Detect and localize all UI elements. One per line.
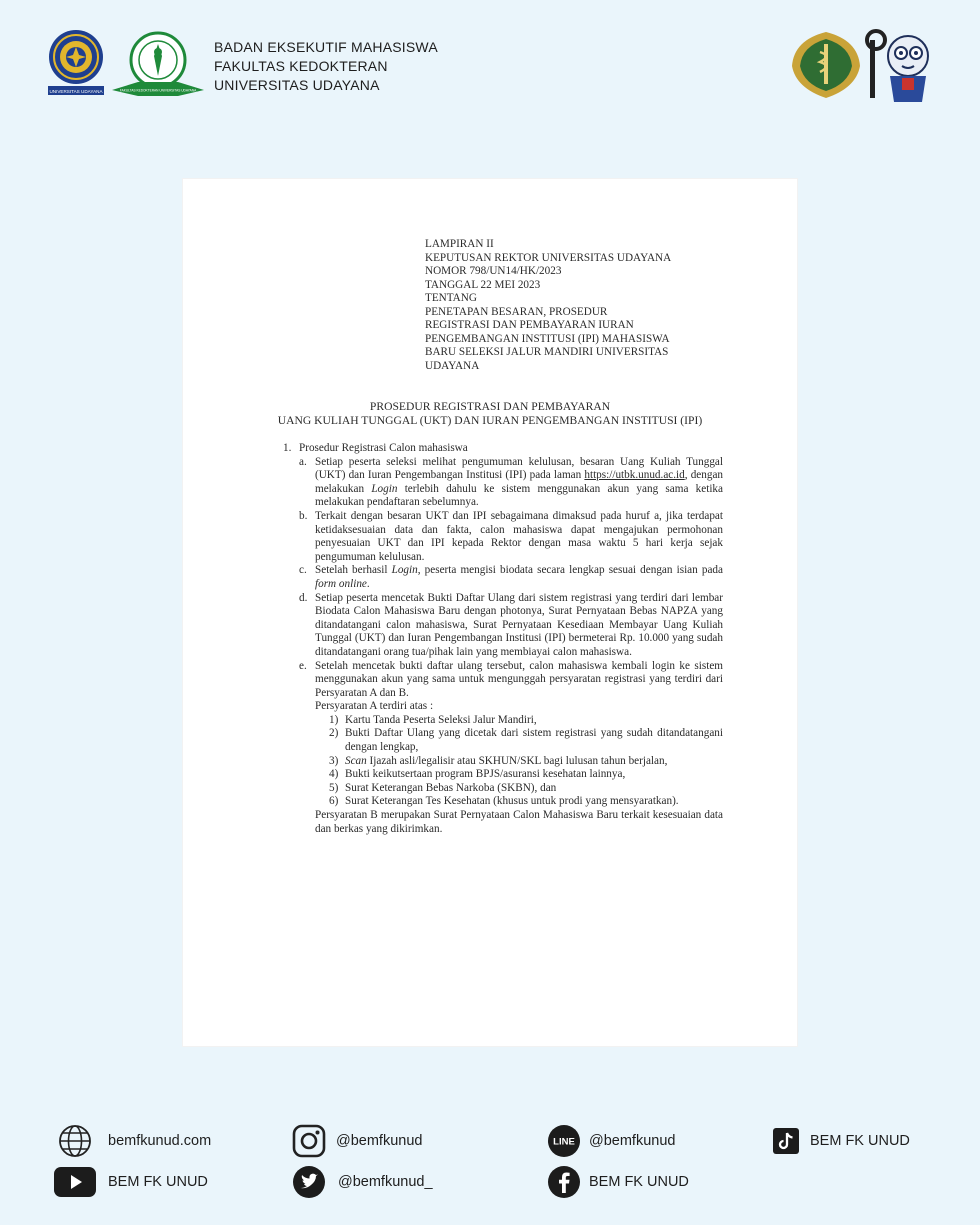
line-text: @bemfkunud xyxy=(589,1133,676,1149)
item-text: Setelah berhasil Login, peserta mengisi biodata secara lengkap sesuai dengan isian pada form online. xyxy=(315,564,723,590)
list-item xyxy=(299,510,723,564)
item-text: Setiap peserta mencetak Bukti Daftar Ulang dari sistem registrasi yang terdiri dari lembar Biodata Calon Mahasiswa Baru dengan photonya, Surat Pernyataan Bebas NAPZA yang ditandatangani calon mahasiswa, Surat Pernyataan Kesediaan Membayar Uang Kuliah Tunggal (UKT) dan Iuran Pengembangan Institusi (IPI) bermeterai Rp. 10.000 yang sudah ditandatangani orang tua/pihak lain yang membiayai calon mahasiswa. xyxy=(315,591,723,658)
lampiran-block xyxy=(425,238,671,373)
website-link[interactable] xyxy=(58,1124,211,1158)
bem-logo xyxy=(110,30,206,98)
section-number: 1. xyxy=(283,442,292,454)
header xyxy=(0,0,980,140)
facebook-icon xyxy=(547,1165,581,1199)
udayana-logo-caption: UNIVERSITAS UDAYANA xyxy=(49,89,103,94)
item-text: Terkait dengan besaran UKT dan IPI sebagaimana dimaksud pada huruf a, jika terdapat ketidaksesuaian data dan fakta, calon mahasiswa dapat mengajukan permohonan penyesuaian UKT dan IPI kepada Rektor dengan masa waktu 5 hari kerja sejak pengumuman kelulusan. xyxy=(315,509,723,563)
youtube-text: BEM FK UNUD xyxy=(108,1174,208,1190)
lampiran-line: PENGEMBANGAN INSTITUSI (IPI) MAHASISWA xyxy=(425,332,670,345)
instagram-icon xyxy=(292,1124,326,1158)
requirement-item: 6) Surat Keterangan Tes Kesehatan (khusus untuk prodi yang mensyaratkan). xyxy=(329,795,679,808)
requirement-item: 1) Kartu Tanda Peserta Seleksi Jalur Mandiri, xyxy=(329,713,537,726)
title-line-2: UANG KULIAH TUNGGAL (UKT) DAN IURAN PENGEMBANGAN INSTITUSI (IPI) xyxy=(277,414,703,427)
org-line-2: FAKULTAS KEDOKTERAN xyxy=(214,58,388,74)
facebook-link[interactable] xyxy=(547,1165,689,1199)
mascot-illustration xyxy=(862,26,934,104)
persyaratan-a-heading: Persyaratan A terdiri atas : xyxy=(315,700,434,713)
item-label: a. xyxy=(299,455,307,468)
lampiran-line: UDAYANA xyxy=(425,359,480,372)
item-text: Setiap peserta seleksi melihat pengumuman kelulusan, besaran Uang Kuliah Tunggal (UKT) dan Iuran Pengembangan Institusi (IPI) pada laman https://utbk.unud.ac.id, dengan melakukan Login terlebih dahulu ke sistem menggunakan akun yang sama ketika melakukan pendaftaran sebelumnya. xyxy=(315,455,724,509)
document-title xyxy=(183,400,797,428)
persyaratan-b-text: Persyaratan B merupakan Surat Pernyataan Calon Mahasiswa Baru terkait kesesuaian data dan berkas yang dikirimkan. xyxy=(315,809,723,835)
item-label: c. xyxy=(299,564,307,577)
list-item xyxy=(299,564,723,591)
section-heading xyxy=(283,442,723,456)
list-item xyxy=(299,592,723,660)
organization-name xyxy=(214,38,438,95)
globe-icon xyxy=(58,1124,92,1158)
footer-social-links xyxy=(0,1110,980,1225)
item-label: e. xyxy=(299,659,307,672)
requirement-item: 3) Scan Ijazah asli/legalisir atau SKHUN/SKL bagi lulusan tahun berjalan, xyxy=(329,754,668,767)
medical-faculty-emblem xyxy=(786,26,866,102)
org-line-3: UNIVERSITAS UDAYANA xyxy=(214,77,380,93)
twitter-link[interactable] xyxy=(292,1165,433,1199)
lampiran-line: LAMPIRAN II xyxy=(425,238,494,250)
instagram-link[interactable] xyxy=(292,1124,422,1158)
twitter-icon xyxy=(292,1165,326,1199)
universitas-udayana-logo xyxy=(46,28,106,96)
lampiran-line: BARU SELEKSI JALUR MANDIRI UNIVERSITAS xyxy=(425,346,669,358)
document-body xyxy=(283,442,723,836)
facebook-text: BEM FK UNUD xyxy=(589,1174,689,1190)
lampiran-line: TANGGAL 22 MEI 2023 xyxy=(425,278,541,291)
line-link[interactable] xyxy=(547,1124,675,1158)
youtube-link[interactable] xyxy=(54,1165,208,1199)
lampiran-line: TENTANG xyxy=(425,292,477,304)
requirement-item: 2) Bukti Daftar Ulang yang dicetak dari sistem registrasi yang sudah ditandatangani dengan lengkap, xyxy=(329,727,723,754)
bem-logo-caption: FAKULTAS KEDOKTERAN UNIVERSITAS UDAYANA xyxy=(119,88,197,93)
twitter-text: @bemfkunud_ xyxy=(338,1174,433,1190)
list-item xyxy=(299,456,723,510)
document-page xyxy=(183,179,797,1046)
lampiran-line: KEPUTUSAN REKTOR UNIVERSITAS UDAYANA xyxy=(425,251,672,264)
utbk-link[interactable]: https://utbk.unud.ac.id xyxy=(584,469,685,482)
requirement-item: 5) Surat Keterangan Bebas Narkoba (SKBN), dan xyxy=(329,781,557,794)
tiktok-link[interactable] xyxy=(772,1124,910,1158)
item-text: Setelah mencetak bukti daftar ulang tersebut, calon mahasiswa kembali login ke sistem menggunakan akun yang sama untuk mengunggah persyaratan registrasi yang terdiri dari Persyaratan A dan B. xyxy=(315,659,723,699)
item-label: b. xyxy=(299,509,308,522)
line-icon xyxy=(547,1124,581,1158)
svg-text:LINE: LINE xyxy=(553,1136,575,1148)
requirement-item: 4) Bukti keikutsertaan program BPJS/asuransi kesehatan lainnya, xyxy=(329,768,626,781)
tiktok-icon xyxy=(772,1124,800,1158)
website-text: bemfkunud.com xyxy=(108,1133,212,1149)
section-title: Prosedur Registrasi Calon mahasiswa xyxy=(299,442,468,454)
youtube-icon xyxy=(54,1165,96,1199)
instagram-text: @bemfkunud xyxy=(336,1133,423,1149)
item-label: d. xyxy=(299,591,308,604)
lampiran-line: REGISTRASI DAN PEMBAYARAN IURAN xyxy=(425,319,634,331)
tiktok-text: BEM FK UNUD xyxy=(810,1133,910,1149)
lampiran-line: NOMOR 798/UN14/HK/2023 xyxy=(425,265,562,277)
title-line-1: PROSEDUR REGISTRASI DAN PEMBAYARAN xyxy=(369,400,611,413)
list-item xyxy=(299,660,723,701)
org-line-1: BADAN EKSEKUTIF MAHASISWA xyxy=(214,39,438,55)
lampiran-line: PENETAPAN BESARAN, PROSEDUR xyxy=(425,305,608,318)
